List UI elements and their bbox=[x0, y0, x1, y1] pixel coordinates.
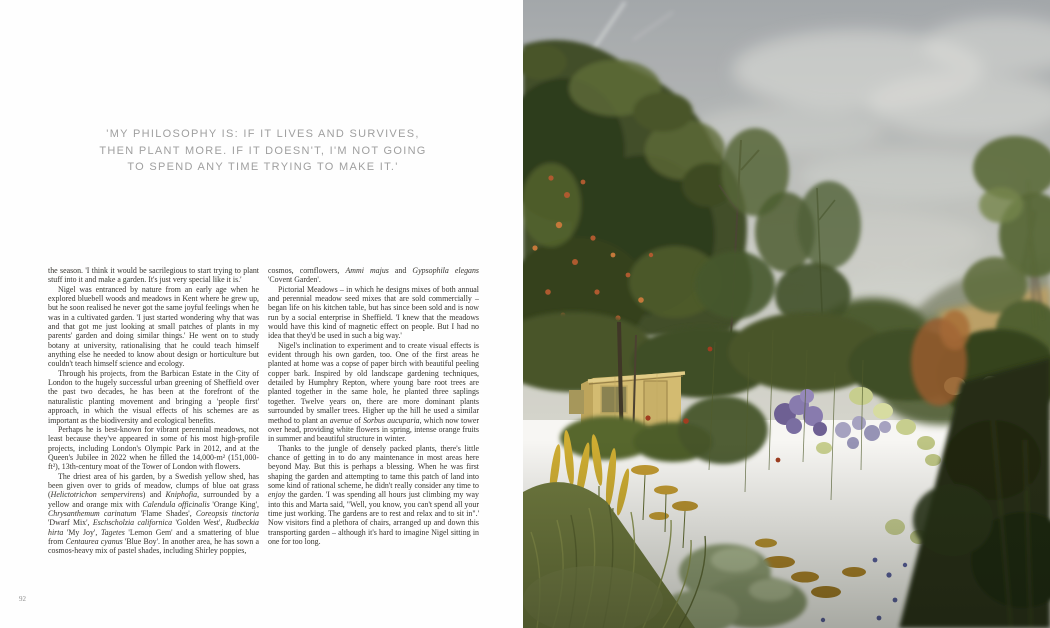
body-paragraph: Perhaps he is best-known for vibrant perennial meadows, not least because they've appeared in some of his most high-profile projects, including London's Olympic Park in 2012, and at the Queen's Jubilee in 2022 when he filled the 14,000-m² (151,000-ft²), 13th-century moat of the Tower of London with flowers. bbox=[48, 424, 259, 472]
vignette bbox=[523, 440, 1050, 628]
pull-quote-line: 'MY PHILOSOPHY IS: IF IT LIVES AND SURVIVES, bbox=[106, 128, 420, 140]
body-paragraph: Nigel's inclination to experiment and to create visual effects is evident through his own garden, too. One of the first areas he planted at home was a copse of paper birch with beautiful peeling copper bark. Inspired by old landscape gardening techniques, detailed by Humphry Repton, where young bare root trees are planted together in the same hole, he planted three saplings together. Twelve years on, there are more dominant plants surrounded by smaller trees. Higher up the hill he used a similar method to plant an avenue of Sorbus aucuparia, which now tower over head, providing white flowers in spring, intense orange fruits in summer and beautiful structure in winter. bbox=[268, 340, 479, 444]
pull-quote-line: TO SPEND ANY TIME TRYING TO MAKE IT.' bbox=[127, 161, 399, 173]
body-paragraph: Pictorial Meadows – in which he designs mixes of both annual and perennial meadow seed mixes that are sold commercially – began life on his kitchen table, but has since been sold and is now run by a social enterprise in Sheffield. 'I knew that the meadows would have this kind of magnetic effect on people. But I had no idea that they'd be used in such a big way.' bbox=[268, 284, 479, 341]
right-page bbox=[523, 0, 1050, 628]
garden-photo bbox=[523, 0, 1050, 628]
body-paragraph: the season. 'I think it would be sacrilegious to start trying to plant stuff into it and make a garden. It's just very special like it is.' bbox=[48, 266, 259, 285]
page-number: 92 bbox=[19, 595, 26, 603]
article-body bbox=[48, 266, 479, 556]
body-paragraph: Through his projects, from the Barbican Estate in the City of London to the hugely successful urban greening of Sheffield over the past two decades, he has been at the forefront of the naturalistic planting movement and bringing a 'people first' approach, in which the visual effects of his schemes are as important as the biodiversity and ecological benefits. bbox=[48, 368, 259, 425]
body-paragraph: Nigel was entranced by nature from an early age when he explored bluebell woods and meadows in Kent where he grew up, but he soon realised he never got the same joyful feelings when he was in a cultivated garden. 'I just started wondering why that was and that got me just looking at small patches of plants in my parents' garden and doing similar things.' He went on to study botany at university, rationalising that he could teach himself anything else he needed to know about design or horticulture but couldn't teach himself science and ecology. bbox=[48, 284, 259, 369]
text-column-right bbox=[268, 266, 479, 556]
body-paragraph: Thanks to the jungle of densely packed plants, there's little chance of getting in to do any maintenance in most areas here beyond May. But this is perhaps a blessing. When he was first shaping the garden and attempting to tame this patch of land into some kind of rational scheme, he didn't really consider any time to enjoy the garden. 'I was spending all hours just climbing my way into this and Marta said, "Well, you know, you can't spend all your time just working. The gardens are to rest and relax and to sit in".' Now visitors find a plethora of chairs, arranged up and down this transporting garden – although it's hard to imagine Nigel sitting in one for too long. bbox=[268, 443, 479, 546]
pull-quote bbox=[40, 126, 486, 176]
text-column-left bbox=[48, 266, 259, 556]
body-paragraph: The driest area of his garden, by a Swedish yellow shed, has been given over to grids of meadow, clumps of blue oat grass (Helictotrichon sempervirens) and Kniphofia, surrounded by a yellow and orange mix with Calendula officinalis 'Orange King', Chrysanthemum carinatum 'Flame Shades', Coreopsis tinctoria 'Dwarf Mix', Eschscholzia californica 'Golden West', Rudbeckia hirta 'My Joy', Tagetes 'Lemon Gem' and a smattering of blue from Centaurea cyanus 'Blue Boy'. In another area, he has sown a cosmos-heavy mix of pastel shades, including Shirley poppies, bbox=[48, 471, 259, 556]
body-paragraph: cosmos, cornflowers, Ammi majus and Gypsophila elegans 'Covent Garden'. bbox=[268, 266, 479, 285]
left-page bbox=[0, 0, 523, 628]
pull-quote-line: THEN PLANT MORE. IF IT DOESN'T, I'M NOT GOING bbox=[99, 144, 427, 157]
